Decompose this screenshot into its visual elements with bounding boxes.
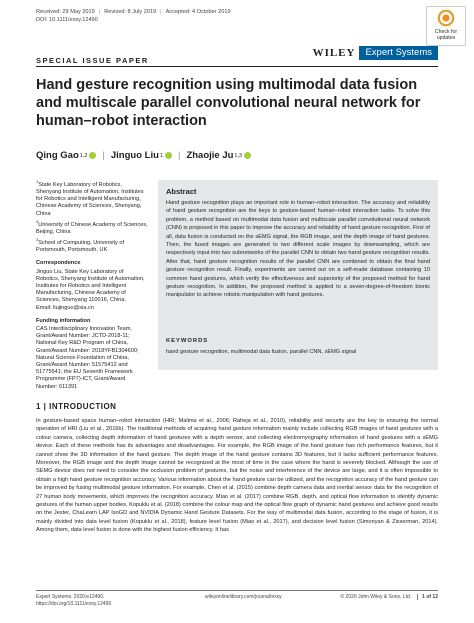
- affiliation: $^2$University of Chinese Academy of Sciences, Beijing, China: [36, 218, 148, 235]
- journal-brand[interactable]: [313, 46, 438, 60]
- journal-name: Expert Systems: [359, 46, 438, 60]
- funding-text: CAS Interdisciplinary Innovation Team, Grant/Award Number: JCTD-2018-11; National Key R&D Program of China, Grant/Award Number: 2018YFB1304600; Natural Science Foundation of China, Grant/Award Number: 51575412 and 51775541; the EU Seventh Framework Programme (FP7)-ICT, Grant/Award Number: 611391: [36, 326, 139, 390]
- introduction-heading: 1 | INTRODUCTION: [36, 402, 117, 411]
- author-name[interactable]: Jinguo Liu: [110, 150, 159, 161]
- check-for-updates-badge[interactable]: [426, 6, 466, 46]
- check-updates-icon: [437, 9, 455, 27]
- footer-copyright: © 2020 John Wiley & Sons, Ltd.: [340, 594, 412, 600]
- header-rule: [36, 66, 438, 67]
- correspondence: [36, 260, 148, 311]
- wiley-logo: WILEY: [312, 47, 356, 59]
- author-divider: |: [102, 150, 105, 161]
- author-info-column: [36, 178, 148, 397]
- accepted-date: Accepted: 4 October 2019: [165, 9, 231, 15]
- abstract-text: Hand gesture recognition plays an important role in human–robot interaction. The accuracy and reliability of hand gesture recognition are the keys to gesture-based human–robot interaction tasks. To solve this problem, a method based on multimodal data fusion and multiscale parallel convolutional neural network (CNN) is proposed in this paper to improve the accuracy and reliability of hand gesture recognition. First of all, data fusion is conducted on the sEMG signal, the RGB image, and the depth image of hand gestures. Then, the fused images are generated to two different scale images by downsampling, which are respectively input into two subnetworks of the parallel CNN to obtain two hand gesture recognition results. After that, hand gesture recognition results of the parallel CNN are combined to obtain the final hand gesture recognition result. Finally, experiments are carried out on a self-made database containing 10 common hand gestures, which verify the effectiveness and superiority of the proposed method for hand gesture recognition. In addition, the proposed method is applied to a seven-degree-of-freedom bionic manipulator to achieve robotic manipulation with hand gestures.: [166, 200, 430, 299]
- footer-rule: [36, 590, 438, 591]
- revised-date: Revised: 8 July 2019: [104, 9, 157, 15]
- author-list: [36, 150, 251, 161]
- funding-info: [36, 318, 148, 391]
- author-sup: 1,3: [234, 152, 243, 159]
- keywords-heading: KEYWORDS: [166, 338, 209, 344]
- article-history: Received: 29 May 2019 | Revised: 8 July 2019 | Accepted: 4 October 2019 DOI: 10.1111/exsy.12490: [36, 9, 231, 23]
- affiliation: $^3$School of Computing, University of Portsmouth, Portsmouth, UK: [36, 237, 125, 254]
- author-sup: 1,2: [79, 152, 88, 159]
- footer-site-link[interactable]: wileyonlinelibrary.com/journal/exsy: [205, 594, 282, 600]
- doi-link[interactable]: DOI: 10.1111/exsy.12490: [36, 17, 98, 23]
- correspondence-text: Jinguo Liu, State Key Laboratory of Robotics, Shenyang Institute of Automation, Institutes for Robotics and Intelligent Manufacturing, Chinese Academy of Sciences, Shenyang 110016, China.: [36, 268, 145, 304]
- footer-journal-line: Expert Systems. 2020;e12490.: [36, 594, 105, 600]
- author-divider: |: [177, 150, 181, 161]
- correspondence-email[interactable]: Email: liujinguo@sia.cn: [36, 304, 94, 311]
- orcid-icon[interactable]: [89, 152, 96, 159]
- author-sup: 1: [159, 152, 163, 159]
- footer-doi-link[interactable]: https://doi.org/10.1111/exsy.12490: [36, 601, 112, 607]
- orcid-icon[interactable]: [165, 152, 172, 159]
- author-name[interactable]: Qing Gao: [36, 150, 79, 161]
- abstract-heading: Abstract: [166, 187, 197, 196]
- footer-right: [340, 594, 438, 600]
- page-number: 1 of 12: [417, 594, 438, 600]
- correspondence-heading: Correspondence: [36, 260, 81, 267]
- affiliations: [36, 178, 148, 254]
- received-date: Received: 29 May 2019: [36, 9, 95, 15]
- footer-citation: [36, 594, 111, 608]
- introduction-text: In gesture-based space human–robot interaction (HRI; Malima et al., 2006; Raheja et al., 2010), reliability and security are the key to ensuring the normal operation of HRI (Liu et al., 2016b). The traditional methods of acquiring hand gesture information mainly include collecting RGB images of hand gestures with a colour camera, collecting depth information of hand gestures with a depth sensor, and collecting electromyography information of hand gestures with a sEMG device. Each of these methods has its advantages and disadvantages. For example, the RGB image of the hand gesture has rich performance features, but it cannot show the 3D information of the hand gesture. The depth image of the hand gesture contains 3D features, but it lacks sufficient performance features. Moreover, the RGB image and the depth image cannot be recognized at the most of time in the case where the hand is severely blocked. Although the use of SEMG device does not need to consider the occlusion problem of gestures, but the noise and interference of the device are large, and it is often impossible to obtain a high hand gesture recognition accuracy. Various information about the hand gesture can be utilized, and the recognition accuracy of the hand gesture can be improved by fusing multimodal gesture information. For example, Chen et al. (2015) combine depth camera data and inertial sensor data for the recognition of 27 human body movements, which improves the recognition accuracy. Miao et al. (2017) combine RGB, depth, and optical flow information to identify dynamic gestures of the human upper bodies. Kopuklu et al. (2018) combine the colour map and the optical flow graph of dynamic hand gestures and achieve good results on the Jester, ChaLearn LAP IsoGD and NVIDIA Dynamic Hand Gesture Datasets. For the way of multimodal data fusion, according to the stage of fusion, it is mainly divided into data level fusion (Kopuklu et al., 2018), feature level fusion (Miao et al., 2017), and decision level fusion (Simonyan & Zisserman, 2014). Among them, data level fusion is done with the highest fusion efficiency. It has: [36, 418, 438, 534]
- keywords-text: hand gesture recognition, multimodal data fusion, parallel CNN, sEMG signal: [166, 349, 357, 355]
- special-issue-label: SPECIAL ISSUE PAPER: [36, 56, 149, 65]
- article-title: Hand gesture recognition using multimodal data fusion and multiscale parallel convolutional neural network for human–robot interaction: [36, 77, 421, 129]
- author-name[interactable]: Zhaojie Ju: [186, 150, 234, 161]
- orcid-icon[interactable]: [244, 152, 251, 159]
- affiliation: $^1$State Key Laboratory of Robotics, Shenyang Institute of Automation, Institutes for Robotics and Intelligent Manufacturing, Chinese Academy of Sciences, Shenyang, China: [36, 179, 144, 217]
- funding-heading: Funding information: [36, 317, 91, 324]
- check-badge-label: Check for updates: [434, 29, 458, 41]
